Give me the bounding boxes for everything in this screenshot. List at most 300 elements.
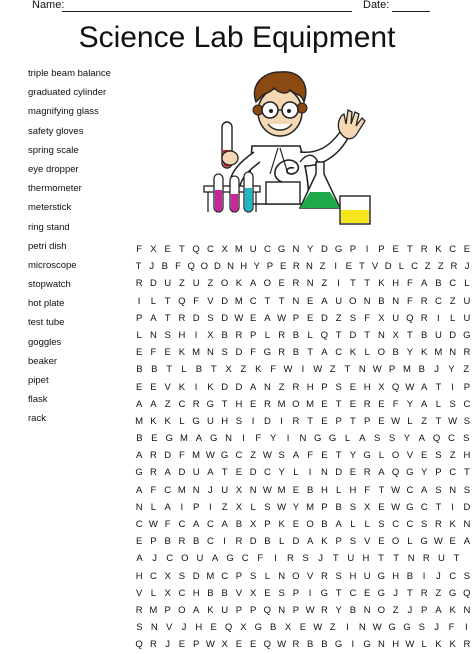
- grid-letter[interactable]: P: [235, 604, 243, 616]
- grid-letter[interactable]: Q: [187, 261, 195, 273]
- grid-letter[interactable]: E: [321, 450, 328, 462]
- word-search-grid[interactable]: [132, 241, 474, 654]
- grid-letter[interactable]: T: [406, 244, 413, 255]
- grid-letter[interactable]: I: [308, 467, 312, 479]
- grid-letter[interactable]: T: [332, 553, 339, 565]
- grid-letter[interactable]: E: [164, 347, 171, 359]
- grid-letter[interactable]: X: [249, 519, 257, 530]
- grid-letter[interactable]: L: [407, 536, 413, 548]
- grid-letter[interactable]: N: [225, 433, 233, 445]
- grid-letter[interactable]: W: [277, 312, 287, 324]
- grid-letter[interactable]: O: [377, 347, 386, 359]
- grid-letter[interactable]: N: [377, 329, 385, 341]
- grid-letter[interactable]: P: [264, 519, 271, 530]
- grid-letter[interactable]: P: [349, 244, 357, 255]
- grid-letter[interactable]: B: [335, 501, 342, 513]
- grid-letter[interactable]: Z: [437, 261, 444, 273]
- grid-letter[interactable]: N: [320, 467, 328, 479]
- grid-letter[interactable]: I: [209, 501, 212, 513]
- grid-letter[interactable]: T: [221, 467, 228, 479]
- grid-letter[interactable]: Q: [320, 329, 329, 341]
- grid-letter[interactable]: P: [292, 604, 300, 616]
- grid-letter[interactable]: T: [435, 415, 442, 427]
- grid-letter[interactable]: A: [192, 519, 200, 530]
- grid-letter[interactable]: Y: [306, 244, 314, 255]
- grid-letter[interactable]: R: [463, 347, 471, 359]
- grid-letter[interactable]: H: [135, 570, 143, 582]
- grid-letter[interactable]: H: [392, 570, 400, 582]
- grid-letter[interactable]: R: [422, 553, 430, 565]
- grid-letter[interactable]: A: [420, 381, 428, 393]
- grid-letter[interactable]: D: [164, 450, 172, 462]
- grid-letter[interactable]: C: [235, 450, 243, 462]
- grid-letter[interactable]: P: [292, 312, 300, 324]
- grid-letter[interactable]: B: [306, 639, 314, 651]
- grid-letter[interactable]: I: [346, 622, 349, 634]
- grid-letter[interactable]: T: [344, 364, 351, 376]
- grid-letter[interactable]: E: [299, 622, 307, 634]
- grid-letter[interactable]: K: [435, 639, 442, 651]
- grid-letter[interactable]: S: [378, 519, 385, 530]
- grid-letter[interactable]: A: [359, 433, 366, 445]
- grid-letter[interactable]: E: [278, 278, 285, 290]
- grid-letter[interactable]: Y: [448, 364, 455, 376]
- grid-letter[interactable]: B: [321, 519, 328, 530]
- grid-letter[interactable]: S: [136, 622, 143, 634]
- grid-letter[interactable]: E: [279, 261, 287, 273]
- grid-letter[interactable]: F: [136, 244, 143, 255]
- grid-letter[interactable]: C: [263, 467, 271, 479]
- grid-letter[interactable]: R: [178, 536, 186, 548]
- grid-letter[interactable]: T: [406, 587, 413, 599]
- grid-letter[interactable]: W: [391, 415, 401, 427]
- grid-letter[interactable]: F: [392, 398, 399, 410]
- grid-letter[interactable]: E: [378, 501, 385, 513]
- grid-letter[interactable]: Y: [253, 261, 260, 273]
- grid-letter[interactable]: R: [178, 312, 186, 324]
- grid-letter[interactable]: C: [249, 295, 257, 307]
- grid-letter[interactable]: N: [206, 347, 214, 359]
- grid-letter[interactable]: X: [221, 639, 228, 651]
- grid-letter[interactable]: U: [249, 244, 257, 255]
- grid-letter[interactable]: N: [249, 484, 257, 496]
- grid-letter[interactable]: Z: [319, 261, 326, 273]
- grid-letter[interactable]: L: [435, 398, 442, 410]
- grid-letter[interactable]: N: [358, 622, 366, 634]
- grid-letter[interactable]: H: [363, 381, 371, 393]
- grid-letter[interactable]: J: [165, 639, 170, 651]
- grid-letter[interactable]: S: [449, 398, 456, 410]
- grid-letter[interactable]: B: [418, 364, 425, 376]
- grid-letter[interactable]: G: [388, 622, 396, 634]
- grid-letter[interactable]: V: [207, 295, 214, 307]
- grid-letter[interactable]: R: [135, 604, 143, 616]
- grid-letter[interactable]: S: [463, 415, 471, 427]
- grid-letter[interactable]: W: [277, 639, 287, 651]
- grid-letter[interactable]: S: [278, 587, 285, 599]
- grid-letter[interactable]: P: [335, 536, 342, 548]
- grid-letter[interactable]: S: [335, 570, 342, 582]
- grid-letter[interactable]: S: [388, 433, 396, 445]
- grid-letter[interactable]: L: [181, 364, 187, 376]
- grid-letter[interactable]: Y: [269, 433, 277, 445]
- grid-letter[interactable]: M: [192, 347, 201, 359]
- grid-letter[interactable]: Z: [207, 278, 214, 290]
- grid-letter[interactable]: G: [463, 329, 471, 341]
- grid-letter[interactable]: I: [274, 553, 277, 565]
- grid-letter[interactable]: S: [335, 381, 342, 393]
- grid-letter[interactable]: W: [277, 501, 287, 513]
- grid-letter[interactable]: X: [207, 329, 214, 341]
- grid-letter[interactable]: D: [192, 570, 200, 582]
- grid-letter[interactable]: K: [164, 415, 171, 427]
- grid-letter[interactable]: P: [249, 604, 257, 616]
- grid-letter[interactable]: Z: [421, 415, 428, 427]
- grid-letter[interactable]: K: [207, 604, 214, 616]
- grid-letter[interactable]: M: [234, 244, 243, 255]
- grid-letter[interactable]: F: [406, 295, 413, 307]
- grid-letter[interactable]: A: [211, 553, 219, 565]
- grid-letter[interactable]: S: [349, 501, 357, 513]
- grid-letter[interactable]: D: [384, 261, 392, 273]
- grid-letter[interactable]: N: [377, 639, 385, 651]
- grid-letter[interactable]: D: [213, 261, 221, 273]
- grid-letter[interactable]: D: [235, 347, 243, 359]
- grid-letter[interactable]: A: [195, 433, 203, 445]
- grid-letter[interactable]: G: [406, 501, 414, 513]
- grid-letter[interactable]: L: [264, 329, 271, 341]
- grid-letter[interactable]: X: [164, 587, 171, 599]
- grid-letter[interactable]: V: [363, 536, 371, 548]
- grid-letter[interactable]: G: [406, 467, 414, 479]
- grid-letter[interactable]: U: [363, 570, 371, 582]
- grid-letter[interactable]: L: [179, 415, 185, 427]
- grid-letter[interactable]: P: [335, 415, 342, 427]
- grid-letter[interactable]: N: [299, 433, 307, 445]
- grid-letter[interactable]: I: [308, 587, 312, 599]
- grid-letter[interactable]: H: [392, 639, 400, 651]
- grid-letter[interactable]: L: [150, 295, 157, 307]
- grid-letter[interactable]: I: [194, 329, 198, 341]
- grid-letter[interactable]: S: [302, 553, 309, 565]
- grid-letter[interactable]: R: [149, 450, 157, 462]
- grid-letter[interactable]: N: [305, 261, 313, 273]
- grid-letter[interactable]: M: [434, 347, 443, 359]
- grid-letter[interactable]: B: [221, 587, 228, 599]
- grid-letter[interactable]: K: [321, 536, 328, 548]
- grid-letter[interactable]: F: [150, 347, 157, 359]
- grid-letter[interactable]: D: [149, 278, 157, 290]
- grid-letter[interactable]: B: [151, 364, 158, 376]
- grid-letter[interactable]: E: [420, 450, 428, 462]
- grid-letter[interactable]: O: [306, 519, 314, 530]
- grid-letter[interactable]: J: [152, 553, 158, 565]
- grid-letter[interactable]: B: [192, 536, 200, 548]
- grid-letter[interactable]: H: [306, 381, 314, 393]
- grid-letter[interactable]: N: [292, 295, 300, 307]
- grid-letter[interactable]: S: [435, 450, 442, 462]
- grid-letter[interactable]: A: [378, 467, 385, 479]
- grid-letter[interactable]: X: [363, 501, 371, 513]
- grid-letter[interactable]: D: [320, 244, 328, 255]
- grid-letter[interactable]: E: [292, 519, 300, 530]
- grid-letter[interactable]: E: [178, 639, 186, 651]
- grid-letter[interactable]: X: [164, 570, 171, 582]
- grid-letter[interactable]: R: [363, 398, 371, 410]
- grid-letter[interactable]: P: [150, 536, 157, 548]
- grid-letter[interactable]: C: [406, 519, 414, 530]
- grid-letter[interactable]: I: [351, 639, 355, 651]
- grid-letter[interactable]: U: [221, 484, 229, 496]
- grid-letter[interactable]: Q: [192, 244, 200, 255]
- grid-letter[interactable]: N: [463, 604, 471, 616]
- grid-letter[interactable]: M: [135, 415, 144, 427]
- grid-letter[interactable]: M: [206, 570, 215, 582]
- grid-letter[interactable]: E: [306, 312, 314, 324]
- grid-letter[interactable]: Q: [391, 467, 400, 479]
- grid-letter[interactable]: V: [235, 587, 243, 599]
- grid-letter[interactable]: U: [463, 295, 471, 307]
- grid-letter[interactable]: S: [435, 484, 442, 496]
- grid-letter[interactable]: H: [192, 587, 200, 599]
- grid-letter[interactable]: Q: [135, 639, 143, 651]
- grid-letter[interactable]: Z: [335, 312, 342, 324]
- grid-letter[interactable]: E: [235, 467, 243, 479]
- grid-letter[interactable]: P: [435, 467, 442, 479]
- grid-letter[interactable]: K: [150, 415, 157, 427]
- grid-letter[interactable]: L: [344, 433, 351, 445]
- grid-letter[interactable]: L: [150, 501, 157, 513]
- grid-letter[interactable]: G: [135, 467, 143, 479]
- grid-letter[interactable]: B: [392, 347, 399, 359]
- grid-letter[interactable]: G: [403, 622, 411, 634]
- grid-letter[interactable]: E: [321, 398, 328, 410]
- grid-letter[interactable]: F: [250, 347, 257, 359]
- grid-letter[interactable]: D: [221, 312, 229, 324]
- grid-letter[interactable]: K: [255, 364, 262, 376]
- grid-letter[interactable]: S: [207, 312, 214, 324]
- grid-letter[interactable]: V: [164, 381, 171, 393]
- grid-letter[interactable]: T: [335, 329, 342, 341]
- grid-letter[interactable]: A: [249, 278, 257, 290]
- grid-letter[interactable]: T: [378, 553, 384, 565]
- grid-letter[interactable]: R: [287, 553, 294, 565]
- grid-letter[interactable]: T: [435, 381, 442, 393]
- grid-letter[interactable]: Z: [329, 364, 336, 376]
- grid-letter[interactable]: J: [393, 587, 398, 599]
- grid-letter[interactable]: C: [178, 398, 186, 410]
- grid-letter[interactable]: S: [418, 622, 425, 634]
- grid-letter[interactable]: C: [135, 519, 143, 530]
- grid-letter[interactable]: M: [149, 604, 158, 616]
- grid-letter[interactable]: B: [221, 329, 228, 341]
- grid-letter[interactable]: Z: [164, 398, 171, 410]
- grid-letter[interactable]: D: [221, 381, 229, 393]
- grid-letter[interactable]: P: [266, 261, 274, 273]
- grid-letter[interactable]: Z: [392, 604, 399, 616]
- grid-letter[interactable]: X: [235, 501, 243, 513]
- grid-letter[interactable]: C: [178, 519, 186, 530]
- grid-letter[interactable]: G: [448, 587, 457, 599]
- grid-letter[interactable]: W: [148, 519, 158, 530]
- grid-letter[interactable]: J: [149, 261, 155, 273]
- grid-letter[interactable]: I: [242, 433, 245, 445]
- grid-letter[interactable]: F: [406, 278, 413, 290]
- grid-letter[interactable]: G: [263, 347, 272, 359]
- grid-letter[interactable]: R: [363, 467, 371, 479]
- grid-letter[interactable]: H: [349, 570, 357, 582]
- grid-letter[interactable]: R: [292, 639, 300, 651]
- grid-letter[interactable]: R: [292, 261, 300, 273]
- grid-letter[interactable]: U: [392, 312, 400, 324]
- grid-letter[interactable]: A: [135, 484, 143, 496]
- grid-letter[interactable]: N: [449, 347, 457, 359]
- grid-letter[interactable]: I: [180, 501, 184, 513]
- grid-letter[interactable]: N: [363, 295, 371, 307]
- grid-letter[interactable]: O: [292, 570, 300, 582]
- grid-letter[interactable]: L: [293, 467, 299, 479]
- grid-letter[interactable]: Q: [463, 587, 471, 599]
- grid-letter[interactable]: U: [347, 553, 355, 565]
- grid-letter[interactable]: B: [136, 433, 143, 445]
- grid-letter[interactable]: O: [349, 295, 357, 307]
- grid-letter[interactable]: W: [405, 639, 415, 651]
- grid-letter[interactable]: B: [136, 364, 143, 376]
- grid-letter[interactable]: K: [449, 519, 456, 530]
- grid-letter[interactable]: H: [362, 553, 370, 565]
- grid-letter[interactable]: T: [435, 501, 442, 513]
- grid-letter[interactable]: A: [136, 553, 143, 565]
- grid-letter[interactable]: A: [292, 450, 300, 462]
- grid-letter[interactable]: Y: [406, 347, 414, 359]
- grid-letter[interactable]: K: [449, 639, 456, 651]
- grid-letter[interactable]: J: [464, 261, 470, 273]
- grid-letter[interactable]: C: [206, 244, 214, 255]
- grid-letter[interactable]: N: [306, 278, 314, 290]
- grid-letter[interactable]: R: [235, 536, 243, 548]
- grid-letter[interactable]: G: [320, 587, 329, 599]
- grid-letter[interactable]: V: [406, 450, 414, 462]
- grid-letter[interactable]: L: [449, 312, 456, 324]
- grid-letter[interactable]: V: [371, 261, 379, 273]
- grid-letter[interactable]: N: [150, 622, 158, 634]
- grid-letter[interactable]: P: [164, 604, 171, 616]
- grid-letter[interactable]: K: [349, 347, 357, 359]
- grid-letter[interactable]: N: [449, 484, 457, 496]
- grid-letter[interactable]: H: [392, 278, 400, 290]
- grid-letter[interactable]: N: [263, 381, 271, 393]
- grid-letter[interactable]: N: [363, 604, 371, 616]
- grid-letter[interactable]: H: [178, 329, 186, 341]
- grid-letter[interactable]: R: [135, 278, 143, 290]
- grid-letter[interactable]: F: [193, 295, 200, 307]
- grid-letter[interactable]: C: [263, 244, 271, 255]
- grid-letter[interactable]: X: [221, 244, 228, 255]
- grid-letter[interactable]: Q: [263, 639, 272, 651]
- grid-letter[interactable]: L: [378, 450, 385, 462]
- grid-letter[interactable]: R: [278, 329, 286, 341]
- grid-letter[interactable]: T: [463, 467, 470, 479]
- grid-letter[interactable]: G: [254, 622, 262, 634]
- grid-letter[interactable]: X: [249, 587, 257, 599]
- grid-letter[interactable]: D: [292, 536, 300, 548]
- grid-letter[interactable]: Y: [349, 450, 357, 462]
- grid-letter[interactable]: I: [451, 501, 454, 513]
- grid-letter[interactable]: S: [349, 536, 357, 548]
- grid-letter[interactable]: X: [235, 484, 243, 496]
- grid-letter[interactable]: F: [270, 364, 277, 376]
- grid-letter[interactable]: E: [235, 639, 243, 651]
- grid-letter[interactable]: M: [402, 364, 411, 376]
- grid-letter[interactable]: I: [365, 244, 369, 255]
- grid-letter[interactable]: J: [407, 604, 413, 616]
- grid-letter[interactable]: D: [320, 312, 328, 324]
- grid-letter[interactable]: C: [411, 261, 418, 273]
- grid-letter[interactable]: I: [137, 295, 141, 307]
- grid-letter[interactable]: V: [306, 570, 314, 582]
- grid-letter[interactable]: L: [278, 536, 285, 548]
- grid-letter[interactable]: I: [286, 433, 290, 445]
- grid-letter[interactable]: L: [421, 639, 427, 651]
- grid-letter[interactable]: C: [206, 519, 214, 530]
- grid-letter[interactable]: A: [420, 398, 428, 410]
- grid-letter[interactable]: M: [180, 433, 188, 445]
- grid-letter[interactable]: P: [292, 587, 300, 599]
- grid-letter[interactable]: U: [164, 278, 172, 290]
- grid-letter[interactable]: H: [195, 622, 203, 634]
- grid-letter[interactable]: S: [264, 501, 271, 513]
- grid-letter[interactable]: X: [225, 364, 232, 376]
- grid-letter[interactable]: Z: [278, 381, 285, 393]
- grid-letter[interactable]: G: [192, 415, 200, 427]
- grid-letter[interactable]: S: [463, 484, 471, 496]
- grid-letter[interactable]: A: [335, 519, 342, 530]
- grid-letter[interactable]: P: [420, 604, 428, 616]
- grid-letter[interactable]: I: [337, 278, 340, 290]
- grid-letter[interactable]: C: [449, 244, 457, 255]
- grid-letter[interactable]: B: [435, 278, 442, 290]
- grid-letter[interactable]: L: [364, 347, 370, 359]
- grid-letter[interactable]: R: [278, 347, 286, 359]
- grid-letter[interactable]: J: [208, 484, 213, 496]
- grid-letter[interactable]: O: [292, 398, 300, 410]
- grid-letter[interactable]: U: [221, 604, 229, 616]
- grid-letter[interactable]: W: [448, 415, 458, 427]
- grid-letter[interactable]: J: [181, 622, 187, 634]
- grid-letter[interactable]: P: [192, 501, 200, 513]
- grid-letter[interactable]: A: [150, 398, 157, 410]
- grid-letter[interactable]: Z: [250, 450, 257, 462]
- grid-letter[interactable]: B: [349, 604, 357, 616]
- grid-letter[interactable]: N: [192, 484, 200, 496]
- grid-letter[interactable]: M: [192, 450, 201, 462]
- grid-letter[interactable]: Z: [321, 278, 328, 290]
- grid-letter[interactable]: A: [150, 312, 157, 324]
- grid-letter[interactable]: I: [280, 415, 283, 427]
- grid-letter[interactable]: W: [313, 364, 323, 376]
- grid-letter[interactable]: C: [449, 467, 457, 479]
- grid-letter[interactable]: A: [321, 347, 328, 359]
- grid-letter[interactable]: U: [463, 312, 471, 324]
- grid-letter[interactable]: Z: [449, 450, 456, 462]
- grid-letter[interactable]: E: [249, 312, 257, 324]
- grid-letter[interactable]: W: [391, 484, 401, 496]
- grid-letter[interactable]: E: [210, 622, 217, 634]
- grid-letter[interactable]: B: [406, 570, 414, 582]
- grid-letter[interactable]: J: [434, 622, 439, 634]
- grid-letter[interactable]: U: [335, 295, 343, 307]
- grid-letter[interactable]: T: [349, 415, 356, 427]
